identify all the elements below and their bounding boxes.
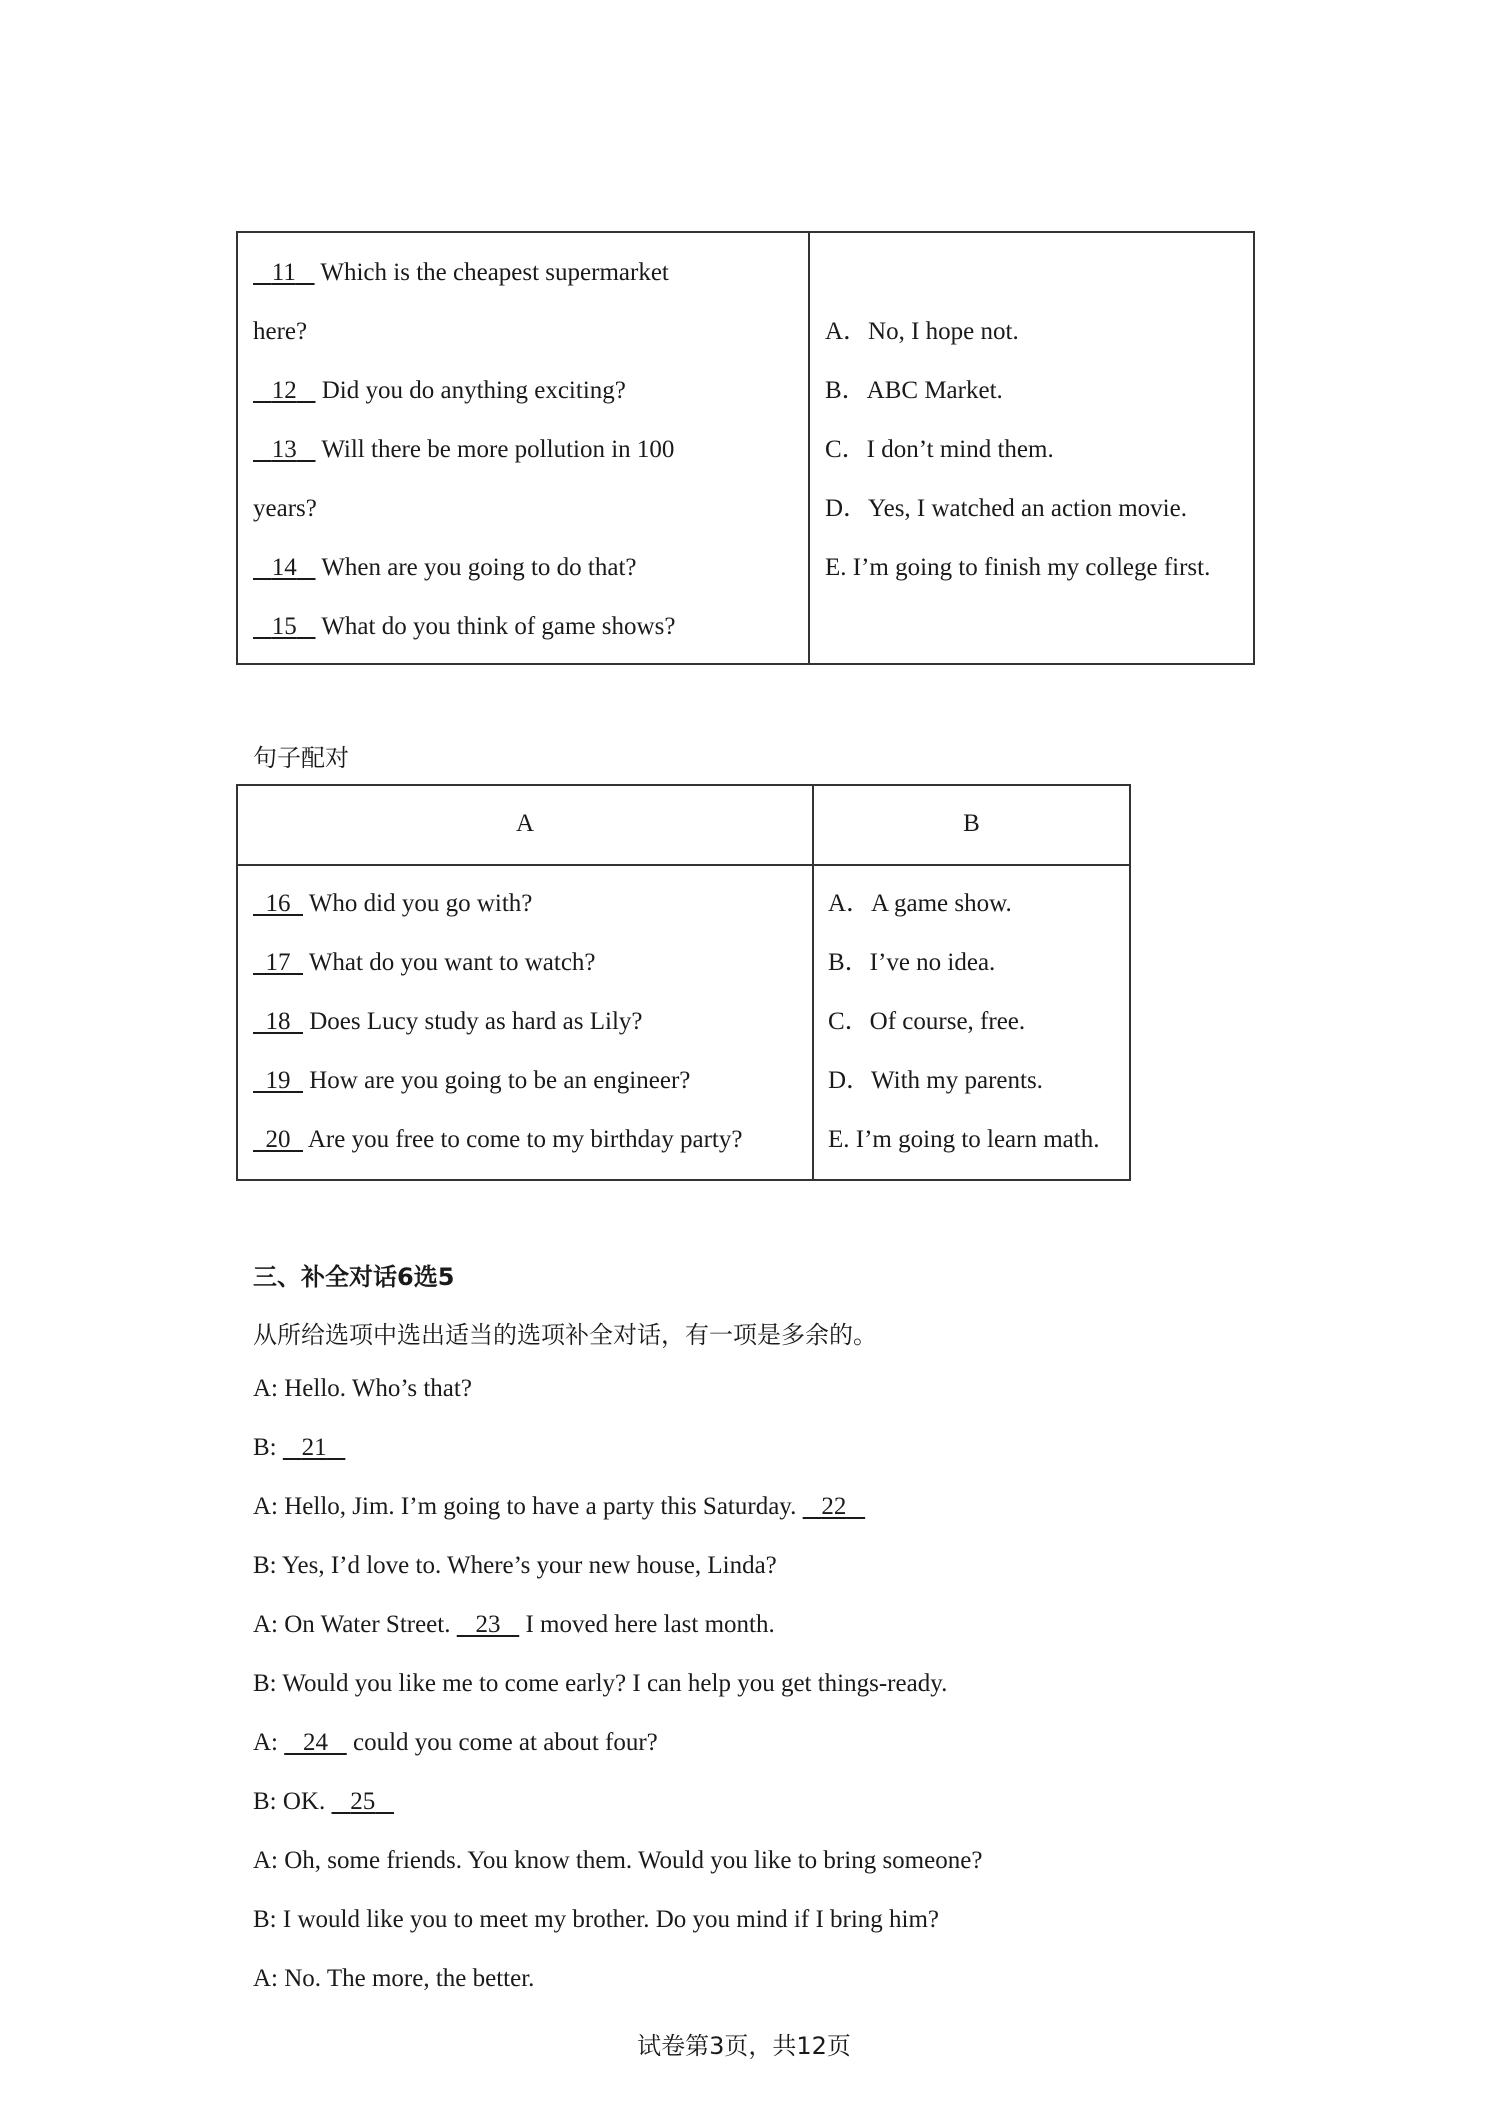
- blank-13[interactable]: 13: [271, 436, 297, 463]
- options-column: [810, 233, 1253, 663]
- blank-22[interactable]: 22: [821, 1493, 847, 1520]
- option-c-2: C．Of course, free.: [828, 1008, 1026, 1035]
- question-18: 18 Does Lucy study as hard as Lily?: [253, 1007, 643, 1037]
- dialogue-line-9: A: Oh, some friends. You know them. Would you like to bring someone?: [253, 1847, 983, 1874]
- blank-16[interactable]: 16: [265, 890, 291, 917]
- blank-15[interactable]: 15: [271, 613, 297, 640]
- dialogue-line-7: A: 24 could you come at about four?: [253, 1729, 658, 1756]
- question-11-cont: here?: [253, 318, 308, 345]
- option-a: A．No, I hope not.: [825, 318, 1019, 345]
- question-11: 11 Which is the cheapest supermarket: [253, 258, 669, 288]
- questions-column: [238, 233, 810, 663]
- question-19: 19 How are you going to be an engineer?: [253, 1066, 690, 1096]
- option-e-2: E. I’m going to learn math.: [828, 1126, 1100, 1153]
- option-e: E. I’m going to finish my college first.: [825, 554, 1211, 581]
- dialogue-line-5: A: On Water Street. 23 I moved here last month.: [253, 1611, 775, 1638]
- page-footer: 试卷第3页，共12页: [637, 2032, 851, 2060]
- option-d: D．Yes, I watched an action movie.: [825, 495, 1187, 522]
- blank-21[interactable]: 21: [301, 1434, 327, 1461]
- option-a-2: A．A game show.: [828, 890, 1012, 917]
- blank-23[interactable]: 23: [475, 1611, 501, 1638]
- header-b: B: [963, 810, 980, 837]
- section3-title: 三、补全对话6选5: [253, 1263, 455, 1291]
- blank-12[interactable]: 12: [271, 377, 297, 404]
- blank-11[interactable]: 11: [271, 259, 296, 286]
- question-12: 12 Did you do anything exciting?: [253, 376, 626, 406]
- dialogue-line-2: B: 21: [253, 1433, 345, 1463]
- blank-17[interactable]: 17: [265, 949, 291, 976]
- option-c: C．I don’t mind them.: [825, 436, 1054, 463]
- blank-18[interactable]: 18: [265, 1008, 291, 1035]
- dialogue-line-1: A: Hello. Who’s that?: [253, 1375, 472, 1402]
- blank-20[interactable]: 20: [265, 1126, 291, 1153]
- option-b: B．ABC Market.: [825, 377, 1003, 404]
- question-13-cont: years?: [253, 495, 317, 522]
- dialogue-line-3: A: Hello, Jim. I’m going to have a party this Saturday. 22: [253, 1492, 865, 1522]
- question-14: 14 When are you going to do that?: [253, 553, 637, 583]
- column-divider: [812, 786, 814, 1179]
- dialogue-line-4: B: Yes, I’d love to. Where’s your new house, Linda?: [253, 1552, 777, 1579]
- option-d-2: D．With my parents.: [828, 1067, 1043, 1094]
- question-16: 16 Who did you go with?: [253, 889, 532, 919]
- matching-table-2: [236, 784, 1131, 1181]
- blank-25[interactable]: 25: [350, 1788, 376, 1815]
- dialogue-line-8: B: OK. 25: [253, 1787, 394, 1817]
- question-20: 20 Are you free to come to my birthday party?: [253, 1125, 742, 1155]
- blank-19[interactable]: 19: [265, 1067, 291, 1094]
- dialogue-line-6: B: Would you like me to come early? I can help you get things-ready.: [253, 1670, 948, 1697]
- blank-24[interactable]: 24: [303, 1729, 328, 1756]
- matching-table-1: [236, 231, 1255, 665]
- question-13: 13 Will there be more pollution in 100: [253, 435, 674, 465]
- section-title-sentence-matching: 句子配对: [253, 744, 349, 772]
- blank-14[interactable]: 14: [271, 554, 297, 581]
- option-b-2: B．I’ve no idea.: [828, 949, 996, 976]
- dialogue-line-10: B: I would like you to meet my brother. Do you mind if I bring him?: [253, 1906, 940, 1933]
- section3-instruction: 从所给选项中选出适当的选项补全对话，有一项是多余的。: [253, 1321, 877, 1349]
- question-15: 15 What do you think of game shows?: [253, 612, 675, 642]
- question-17: 17 What do you want to watch?: [253, 948, 596, 978]
- dialogue-line-11: A: No. The more, the better.: [253, 1965, 535, 1992]
- header-a: A: [515, 810, 535, 837]
